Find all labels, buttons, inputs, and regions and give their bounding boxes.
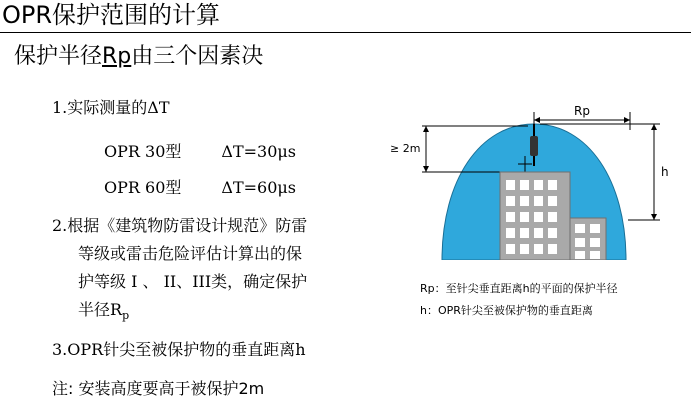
item-2-line-1: 2.根据《建筑物防雷设计规范》防雷 — [52, 216, 308, 235]
item-1: 1.实际测量的ΔT — [52, 98, 170, 117]
note: 注: 安装高度要高于被保护2m — [52, 379, 265, 398]
2m-arrow-bottom — [423, 166, 429, 172]
item-2-line-2: 等级或雷击危险评估计算出的保 — [78, 244, 303, 263]
h-label: h — [661, 165, 669, 179]
opr60-row — [104, 176, 296, 200]
opr30-row — [104, 140, 296, 164]
opr30-label: OPR 30型 — [104, 142, 182, 161]
item-2-line-4-sub: p — [122, 309, 130, 323]
subtitle-suffix: 由三个因素决 — [131, 44, 264, 69]
opr-terminal — [530, 136, 538, 156]
item-2-line-3: 护等级 I 、 II、III类，确定保护 — [78, 272, 308, 291]
h-arrow-top — [651, 124, 657, 130]
title-divider — [0, 32, 691, 33]
item-3: 3.OPR针尖至被保护物的垂直距离h — [52, 340, 306, 359]
item-2-line-4 — [78, 298, 129, 328]
subtitle-prefix: 保护半径 — [14, 44, 103, 69]
opr60-label: OPR 60型 — [104, 178, 182, 197]
page-title: OPR保护范围的计算 — [2, 1, 221, 29]
subtitle-rp: Rp — [102, 44, 132, 69]
rp-label: Rp — [574, 104, 590, 118]
h-caption: h：OPR针尖至被保护物的垂直距离 — [420, 304, 593, 317]
h-arrow-bottom — [651, 214, 657, 220]
opr60-value: ΔT=60μs — [221, 178, 296, 197]
rp-arrow-left — [534, 117, 540, 123]
item-2-line-4-main: 半径R — [78, 300, 123, 319]
rp-caption: Rp：至针尖垂直距离h的平面的保护半径 — [420, 282, 618, 295]
rp-arrow-right — [624, 117, 630, 123]
2m-arrow-top — [423, 126, 429, 132]
protection-diagram — [360, 100, 690, 260]
opr30-value: ΔT=30μs — [221, 142, 296, 161]
2m-label: ≥ 2m — [390, 142, 421, 155]
subtitle — [14, 42, 263, 72]
